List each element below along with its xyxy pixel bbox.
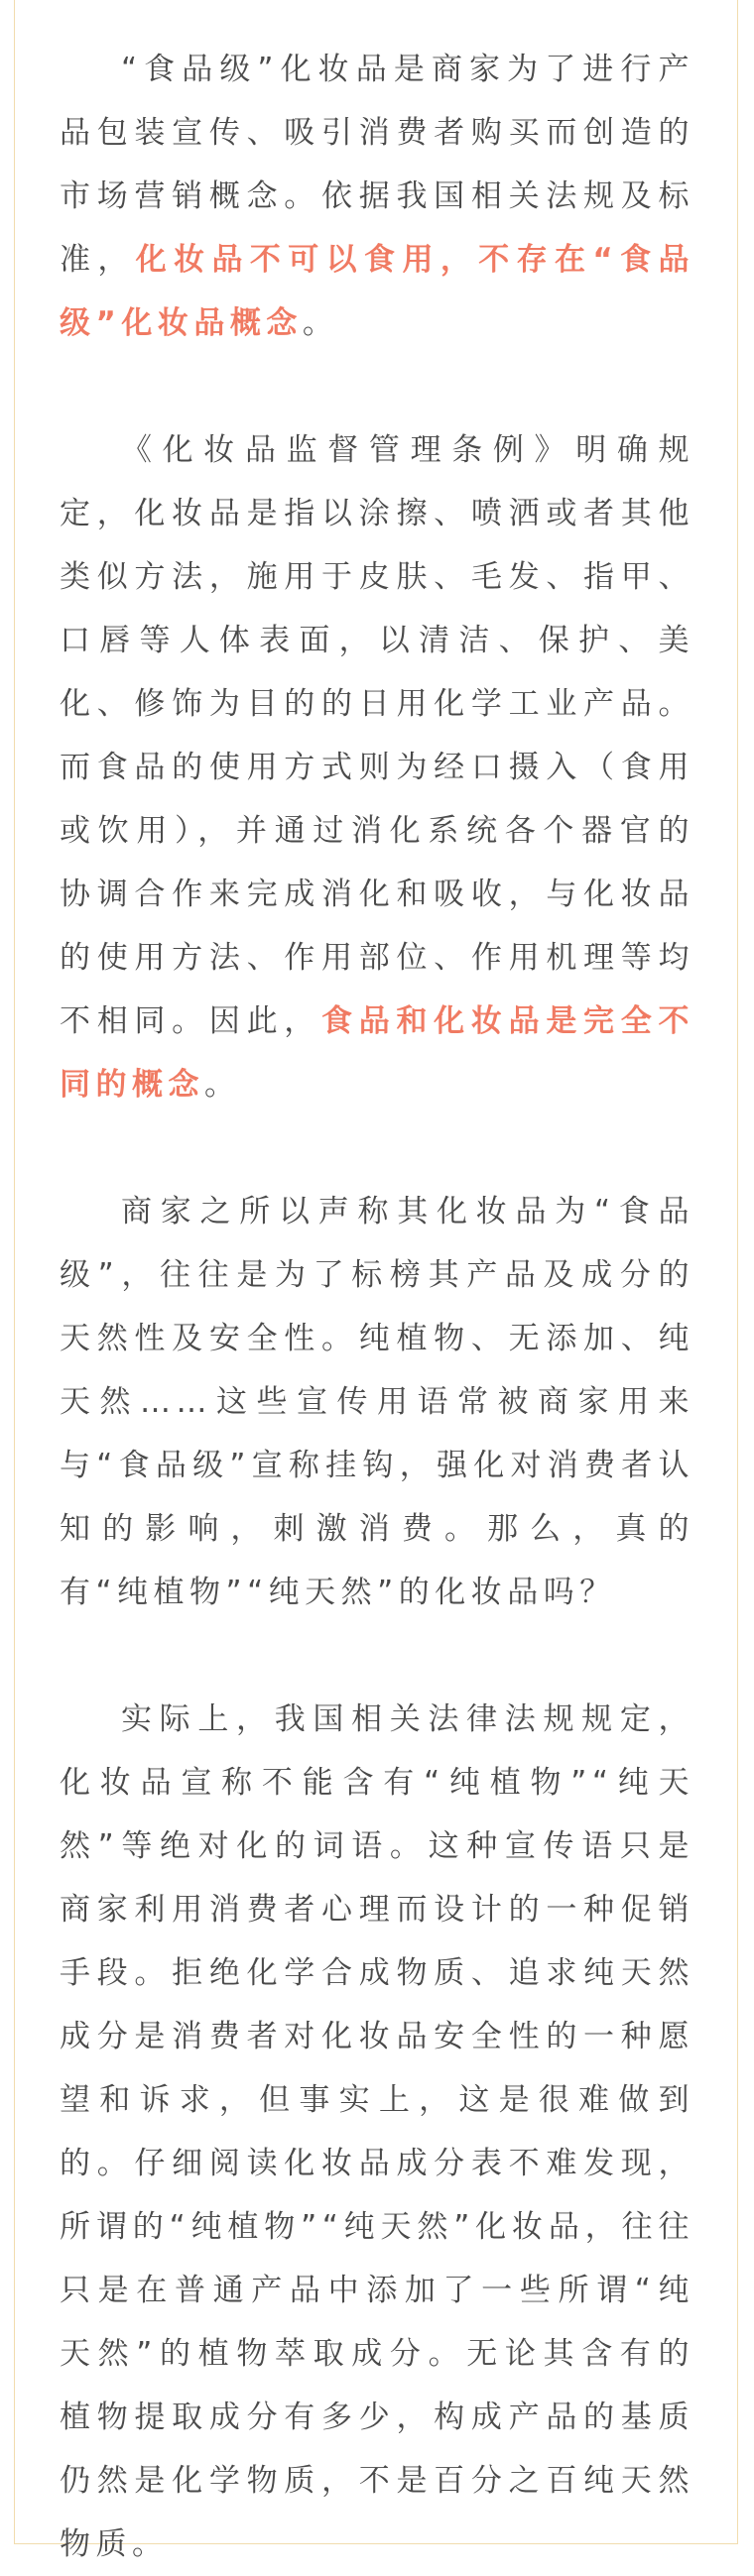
paragraph-3-text: 商家之所以声称其化妆品为“食品级”，往往是为了标榜其产品及成分的天然性及安全性。纯植物、无添加、纯天然……这些宣传用语常被商家用来与“食品级”宣称挂钩，强化对消费者认知的影响，刺激消费。那么，真的有“纯植物”“纯天然”的化妆品吗？ xyxy=(60,1194,694,1610)
paragraph-1-end: 。 xyxy=(302,305,339,341)
paragraph-regulation-definition xyxy=(60,418,694,1116)
paragraph-2-text: 《化妆品监督管理条例》明确规定，化妆品是指以涂擦、喷洒或者其他类似方法，施用于皮肤、毛发、指甲、口唇等人体表面，以清洁、保护、美化、修饰为目的的日用化学工业产品。而食品的使用方式则为经口摄入（食用或饮用），并通过消化系统各个器官的协调合作来完成消化和吸收，与化妆品的使用方法、作用部位、作用机理等均不相同。因此， xyxy=(60,432,694,1039)
paragraph-food-grade-concept xyxy=(60,38,694,355)
paragraph-natural-claims xyxy=(60,1688,694,2576)
paragraph-2-highlight: 食品和化妆品是完全不同的概念 xyxy=(60,1003,694,1103)
article-body xyxy=(60,38,694,2576)
paragraph-1-text: “食品级”化妆品是商家为了进行产品包装宣传、吸引消费者购买而创造的市场营销概念。依据我国相关法规及标准， xyxy=(60,52,694,278)
paragraph-merchant-claims xyxy=(60,1180,694,1624)
paragraph-1-highlight: 化妆品不可以食用，不存在“食品级”化妆品概念 xyxy=(60,242,694,341)
paragraph-4-text: 实际上，我国相关法律法规规定，化妆品宣称不能含有“纯植物”“纯天然”等绝对化的词语。这种宣传语只是商家利用消费者心理而设计的一种促销手段。拒绝化学合成物质、追求纯天然成分是消费者对化妆品安全性的一种愿望和诉求，但事实上，这是很难做到的。仔细阅读化妆品成分表不难发现，所谓的“纯植物”“纯天然”化妆品，往往只是在普通产品中添加了一些所谓“纯天然”的植物萃取成分。无论其含有的植物提取成分有多少，构成产品的基质仍然是化学物质，不是百分之百纯天然物质。 xyxy=(60,1701,694,2562)
paragraph-2-end: 。 xyxy=(204,1067,241,1103)
